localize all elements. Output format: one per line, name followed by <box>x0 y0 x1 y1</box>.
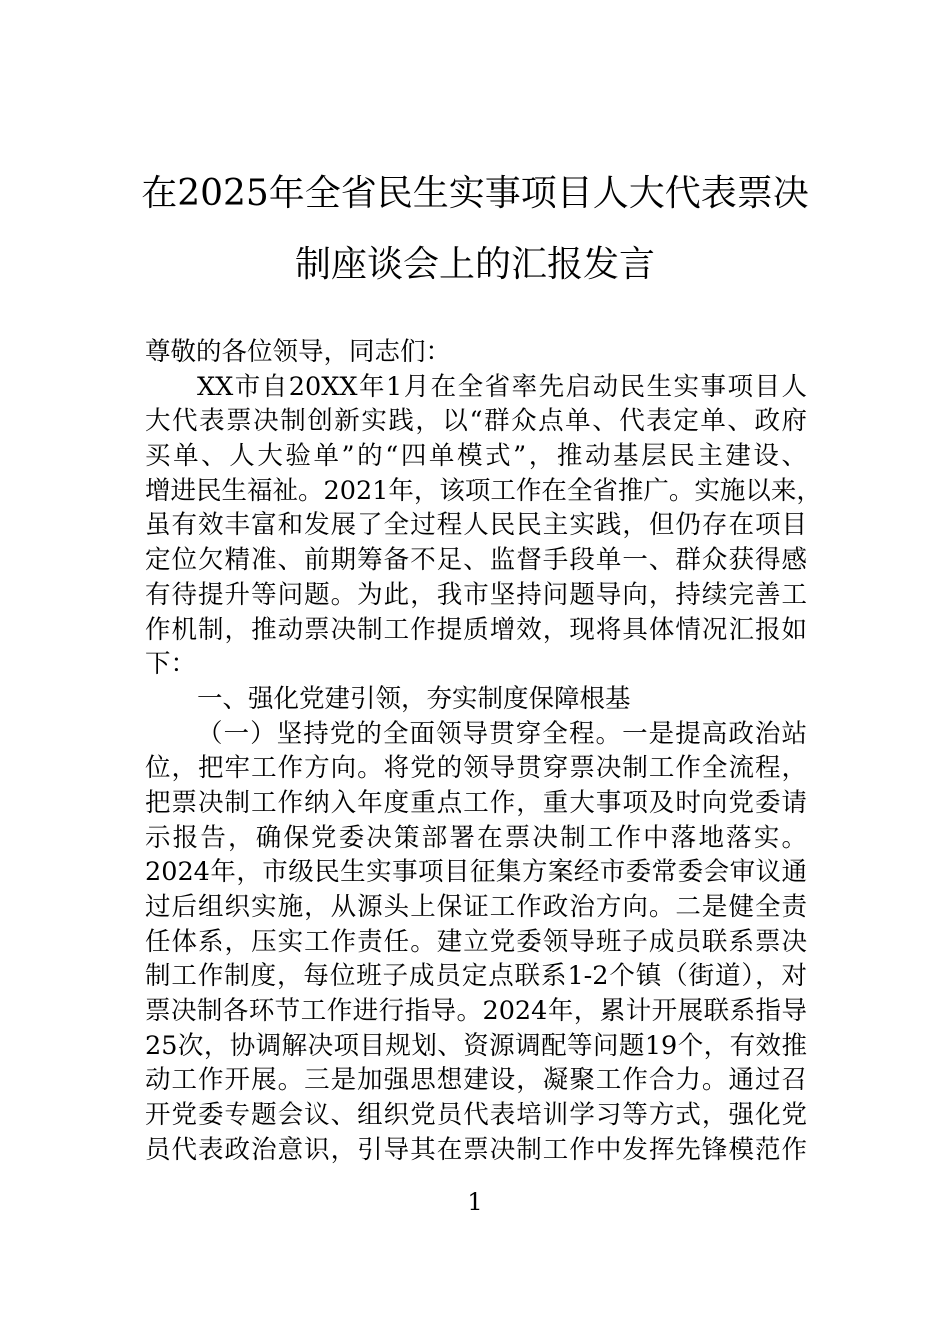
body-text-line: 尊敬的各位领导，同志们： <box>145 337 452 367</box>
page-number: 1 <box>467 1188 483 1216</box>
body-text-line: 把票决制工作纳入年度重点工作，重大事项及时向党委请 <box>145 787 807 818</box>
body-text-line: 一、强化党建引领，夯实制度保障根基 <box>197 683 631 714</box>
body-text-line: 有待提升等问题。为此，我市坚持问题导向，持续完善工 <box>145 579 807 610</box>
body-text-line: 25次，协调解决项目规划、资源调配等问题19个，有效推 <box>145 1030 807 1061</box>
document-title-line-2: 制座谈会上的汇报发言 <box>294 244 655 285</box>
body-text-line: 增进民生福祉。2021年，该项工作在全省推广。实施以来， <box>145 475 822 506</box>
body-text-line: 买单、人大验单”的“四单模式”，推动基层民主建设、 <box>145 441 807 472</box>
body-text-line: 任体系，压实工作责任。建立党委领导班子成员联系票决 <box>145 926 807 957</box>
body-text-line: 示报告，确保党委决策部署在票决制工作中落地落实。 <box>145 822 807 853</box>
body-text-line: 开党委专题会议、组织党员代表培训学习等方式，强化党 <box>145 1100 807 1131</box>
body-text-line: （一）坚持党的全面领导贯穿全程。一是提高政治站 <box>197 718 807 749</box>
body-text-line: 虽有效丰富和发展了全过程人民民主实践，但仍存在项目 <box>145 510 807 541</box>
body-text-line: 制工作制度，每位班子成员定点联系1-2个镇（街道），对 <box>145 961 807 992</box>
body-text-line: 票决制各环节工作进行指导。2024年，累计开展联系指导 <box>145 996 807 1027</box>
body-text-line: 过后组织实施，从源头上保证工作政治方向。二是健全责 <box>145 892 807 922</box>
body-text-line: 位，把牢工作方向。将党的领导贯穿票决制工作全流程， <box>145 753 807 784</box>
body-text-line: 动工作开展。三是加强思想建设，凝聚工作合力。通过召 <box>145 1065 807 1096</box>
body-text-line: 大代表票决制创新实践，以“群众点单、代表定单、政府 <box>145 406 807 437</box>
body-text-line: 作机制，推动票决制工作提质增效，现将具体情况汇报如 <box>145 614 807 645</box>
document-body <box>145 335 822 1168</box>
body-text-line: 2024年，市级民生实事项目征集方案经市委常委会审议通 <box>145 857 807 888</box>
body-text-line: 下： <box>145 649 197 680</box>
body-text-line: 员代表政治意识，引导其在票决制工作中发挥先锋模范作 <box>145 1134 807 1165</box>
document-title-line-1: 在2025年全省民生实事项目人大代表票决 <box>141 173 809 214</box>
body-text-line: XX市自20XX年1月在全省率先启动民生实事项目人 <box>197 371 807 402</box>
body-text-line: 定位欠精准、前期筹备不足、监督手段单一、群众获得感 <box>145 545 807 576</box>
